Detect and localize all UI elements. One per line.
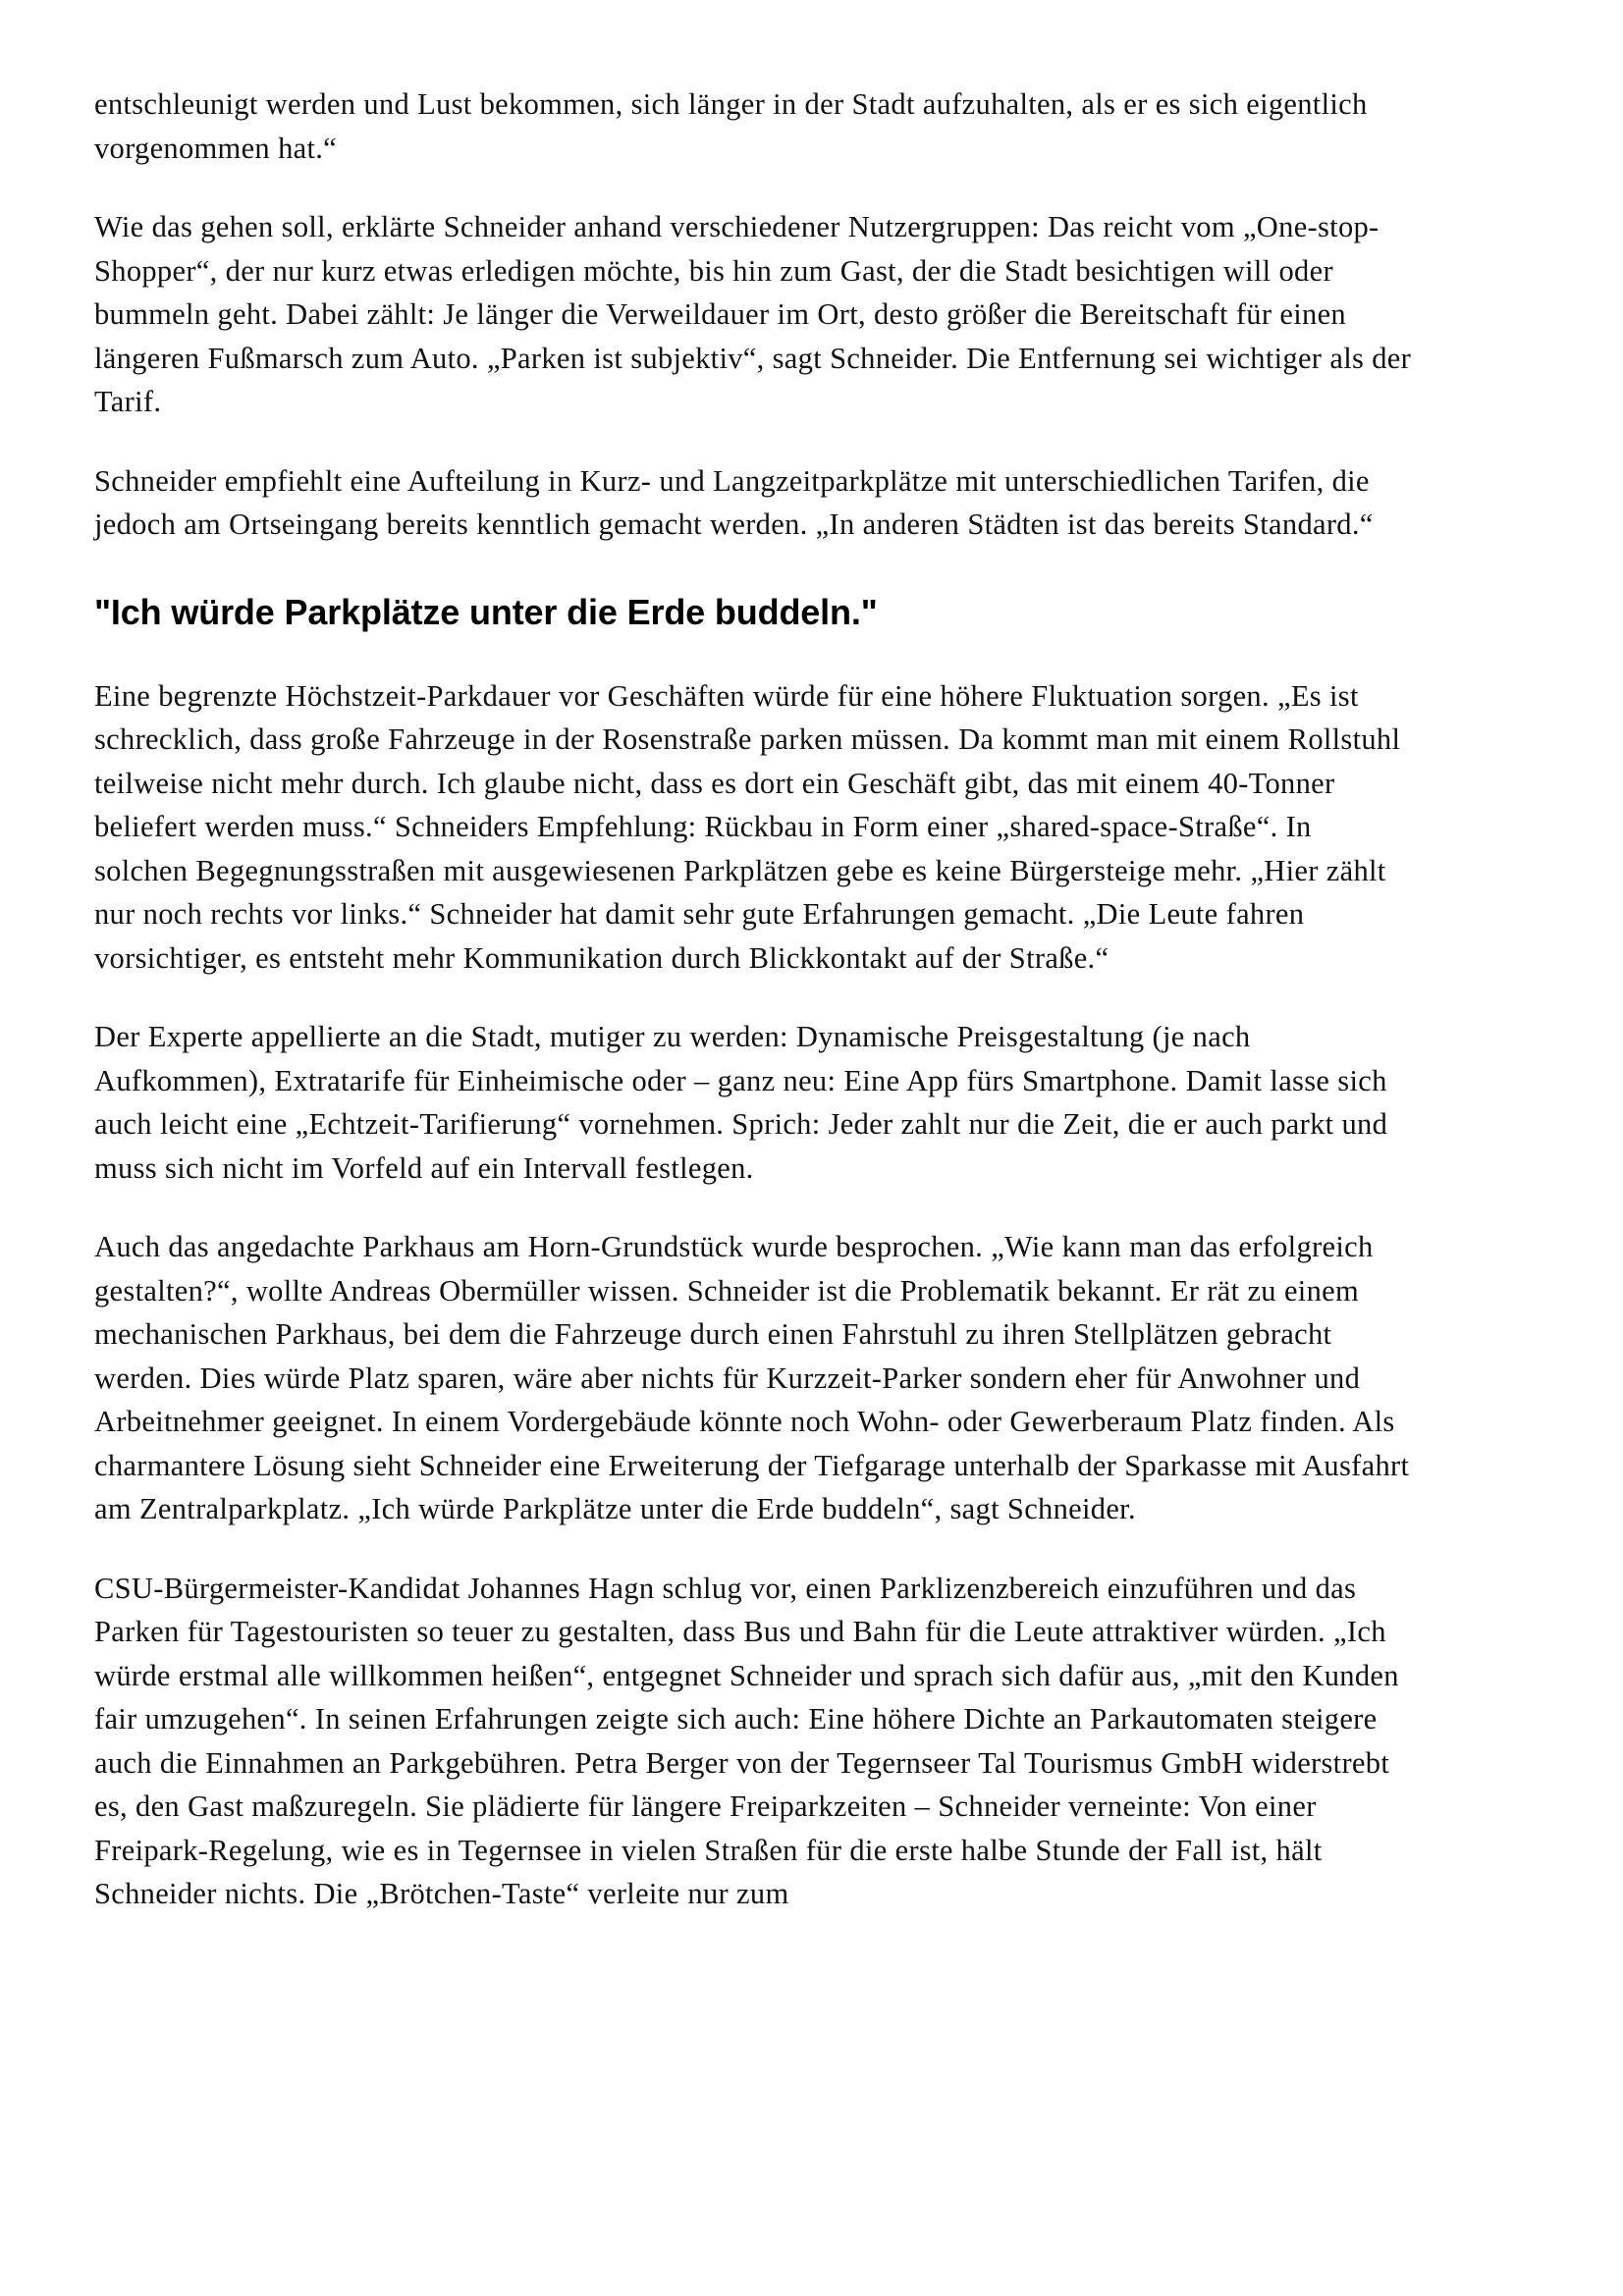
section-heading: "Ich würde Parkplätze unter die Erde buddeln." xyxy=(94,591,878,632)
paragraph: Auch das angedachte Parkhaus am Horn-Grundstück wurde besprochen. „Wie kann man das erfolgreich gestalten?“, wollte Andreas Obermüller wissen. Schneider ist die Problematik bekannt. Er rät zu einem mechanischen Parkhaus, bei dem die Fahrzeuge durch einen Fahrstuhl zu ihren Stellplätzen gebracht werden. Dies würde Platz sparen, wäre aber nichts für Kurzzeit-Parker sondern eher für Anwohner und Arbeitnehmer geeignet. In einem Vordergebäude könnte noch Wohn- oder Gewerberaum Platz finden. Als charmantere Lösung sieht Schneider eine Erweiterung der Tiefgarage unterhalb der Sparkasse mit Ausfahrt am Zentralparkplatz. „Ich würde Parkplätze unter die Erde buddeln“, sagt Schneider. xyxy=(94,1230,1410,1525)
paragraph: Wie das gehen soll, erklärte Schneider anhand verschiedener Nutzergruppen: Das reicht vom „One-stop-Shopper“, der nur kurz etwas erledigen möchte, bis hin zum Gast, der die Stadt besichtigen will oder bummeln geht. Dabei zählt: Je länger die Verweildauer im Ort, desto größer die Bereitschaft für einen längeren Fußmarsch zum Auto. „Parken ist subjektiv“, sagt Schneider. Die Entfernung sei wichtiger als der Tarif. xyxy=(94,210,1412,418)
paragraph: Schneider empfiehlt eine Aufteilung in Kurz- und Langzeitparkplätze mit unterschiedlichen Tarifen, die jedoch am Ortseingang bereits kenntlich gemacht werden. „In anderen Städten ist das bereits Standard.“ xyxy=(94,463,1374,541)
paragraph: Eine begrenzte Höchstzeit-Parkdauer vor Geschäften würde für eine höhere Fluktuation sorgen. „Es ist schrecklich, dass große Fahrzeuge in der Rosenstraße parken müssen. Da kommt man mit einem Rollstuhl teilweise nicht mehr durch. Ich glaube nicht, dass es dort ein Geschäft gibt, das mit einem 40-Tonner beliefert werden muss.“ Schneiders Empfehlung: Rückbau in Form einer „shared-space-Straße“. In solchen Begegnungsstraßen mit ausgewiesenen Parkplätzen gebe es keine Bürgersteige mehr. „Hier zählt nur noch rechts vor links.“ Schneider hat damit sehr gute Erfahrungen gemacht. „Die Leute fahren vorsichtiger, es entsteht mehr Kommunikation durch Blickkontakt auf der Straße.“ xyxy=(94,678,1401,975)
paragraph: CSU-Bürgermeister-Kandidat Johannes Hagn schlug vor, einen Parklizenzbereich einzuführen und das Parken für Tagestouristen so teuer zu gestalten, dass Bus und Bahn für die Leute attraktiver würden. „Ich würde erstmal alle willkommen heißen“, entgegnet Schneider und sprach sich dafür aus, „mit den Kunden fair umzugehen“. In seinen Erfahrungen zeigte sich auch: Eine höhere Dichte an Parkautomaten steigere auch die Einnahmen an Parkgebühren. Petra Berger von der Tegernseer Tal Tourismus GmbH widerstrebt es, den Gast maßzuregeln. Sie plädierte für längere Freiparkzeiten – Schneider verneinte: Von einer Freipark-Regelung, wie es in Tegernsee in vielen Straßen für die erste halbe Stunde der Fall ist, hält Schneider nichts. Die „Brötchen-Taste“ verleite nur zum xyxy=(94,1571,1399,1910)
article-body xyxy=(94,82,1412,1916)
paragraph: Der Experte appellierte an die Stadt, mutiger zu werden: Dynamische Preisgestaltung (je nach Aufkommen), Extratarife für Einheimische oder – ganz neu: Eine App fürs Smartphone. Damit lasse sich auch leicht eine „Echtzeit-Tarifierung“ vornehmen. Sprich: Jeder zahlt nur die Zeit, die er auch parkt und muss sich nicht im Vorfeld auf ein Intervall festlegen. xyxy=(94,1020,1388,1185)
paragraph: entschleunigt werden und Lust bekommen, sich länger in der Stadt aufzuhalten, als er es sich eigentlich vorgenommen hat.“ xyxy=(94,87,1368,165)
